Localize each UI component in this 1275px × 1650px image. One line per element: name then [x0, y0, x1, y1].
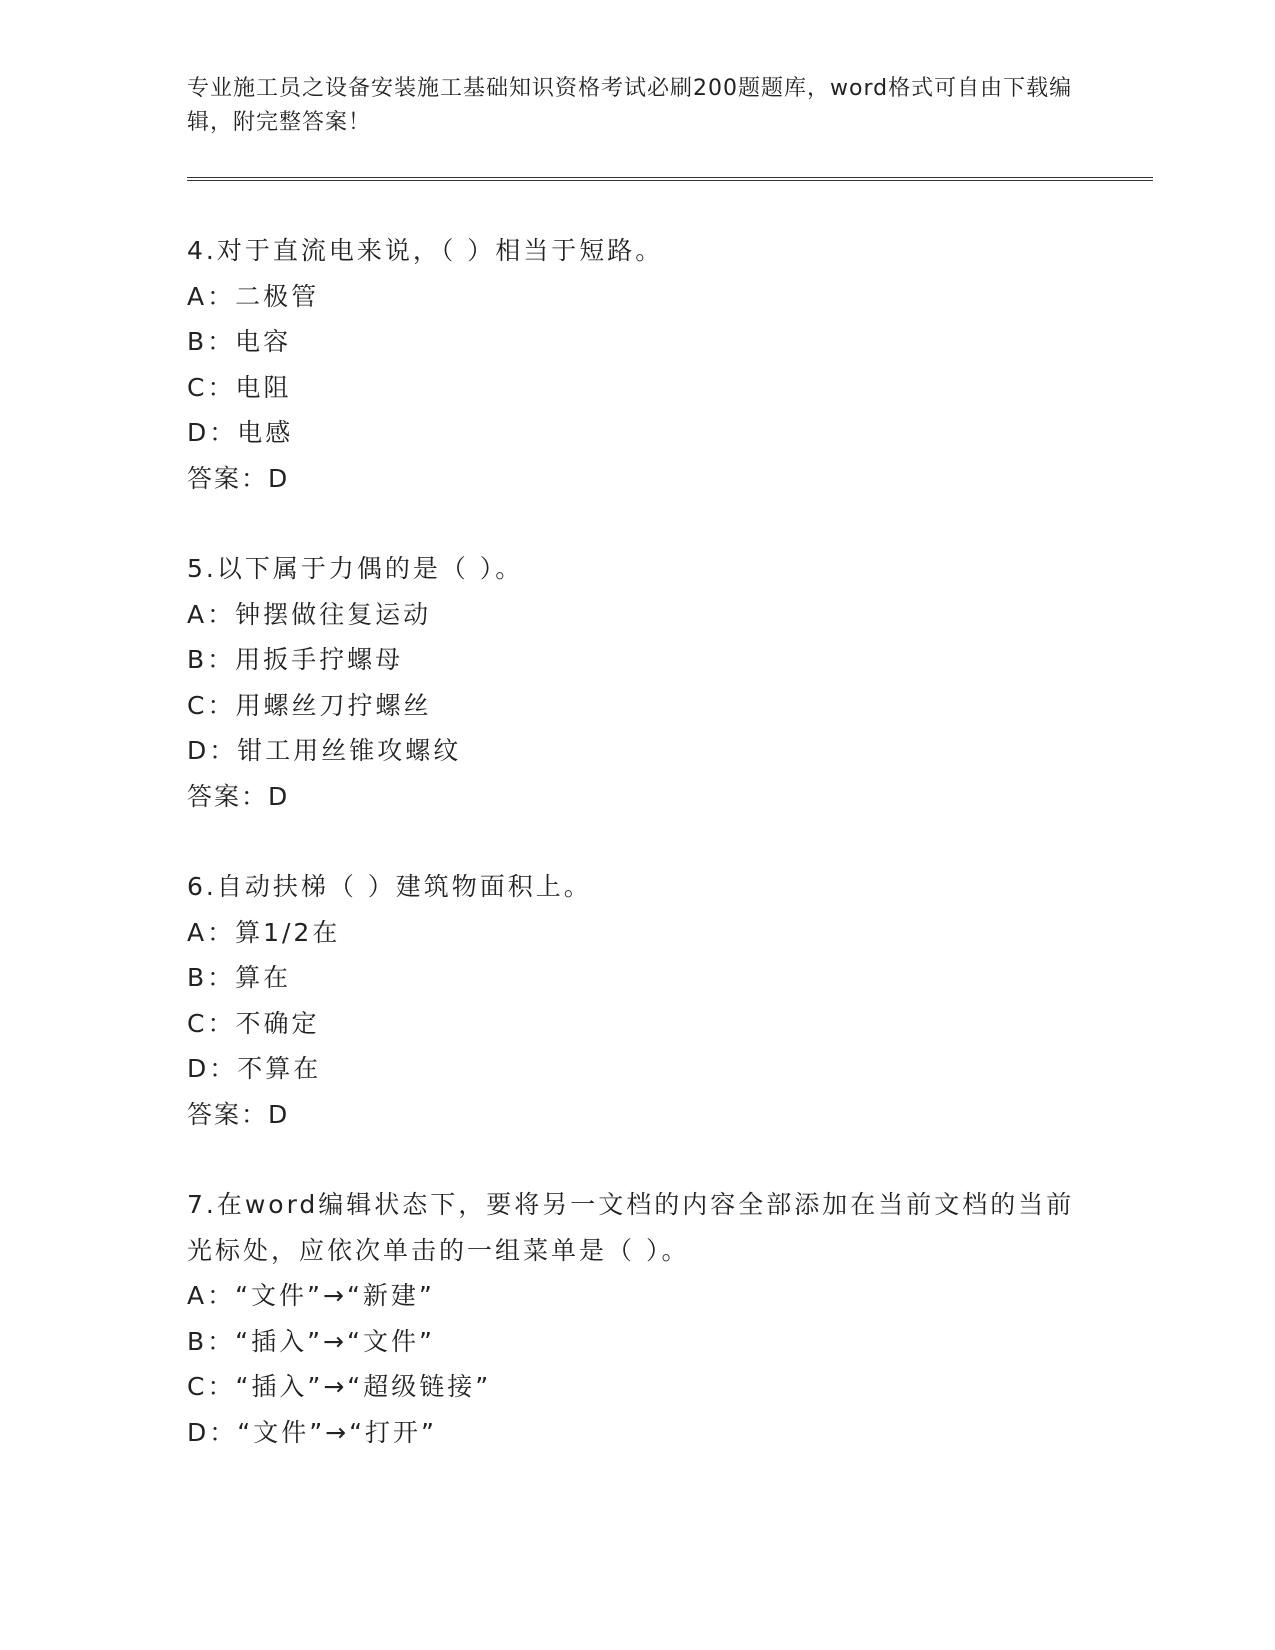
header-divider: [187, 177, 1153, 181]
option-a: A：算1/2在: [187, 917, 341, 947]
option-c: C：用螺丝刀拧螺丝: [187, 690, 432, 720]
question-block: [187, 1182, 1087, 1455]
option-a: A：“文件”→“新建”: [187, 1281, 435, 1310]
option-c: C：电阻: [187, 372, 292, 402]
question-title: 7.在word编辑状态下，要将另一文档的内容全部添加在当前文档的当前光标处，应依次单击的一组菜单是（ ）。: [187, 1190, 1075, 1265]
option-d: D：电感: [187, 418, 294, 447]
option-b: B：电容: [187, 327, 292, 356]
option-a: A：钟摆做往复运动: [187, 599, 432, 629]
answer-line: 答案：D: [187, 463, 290, 493]
question-title: 6.自动扶梯（ ）建筑物面积上。: [187, 872, 592, 901]
option-c: C：不确定: [187, 1008, 320, 1038]
option-b: B：算在: [187, 963, 292, 992]
option-c: C：“插入”→“超级链接”: [187, 1372, 492, 1401]
option-d: D：“文件”→“打开”: [187, 1417, 438, 1447]
document-header: 专业施工员之设备安装施工基础知识资格考试必刷200题题库，word格式可自由下载编辑，附完整答案！: [187, 76, 1073, 135]
answer-line: 答案：D: [187, 1099, 290, 1129]
question-block: [187, 864, 1087, 1137]
option-b: B：“插入”→“文件”: [187, 1326, 435, 1356]
question-title: 5.以下属于力偶的是（ ）。: [187, 554, 524, 583]
option-b: B：用扳手拧螺母: [187, 645, 404, 674]
question-block: [187, 546, 1087, 819]
option-d: D：钳工用丝锥攻螺纹: [187, 736, 462, 765]
option-d: D：不算在: [187, 1054, 322, 1083]
question-block: [187, 228, 1087, 501]
answer-line: 答案：D: [187, 781, 290, 811]
question-title: 4.对于直流电来说，（ ）相当于短路。: [187, 236, 664, 265]
option-a: A：二极管: [187, 281, 320, 311]
